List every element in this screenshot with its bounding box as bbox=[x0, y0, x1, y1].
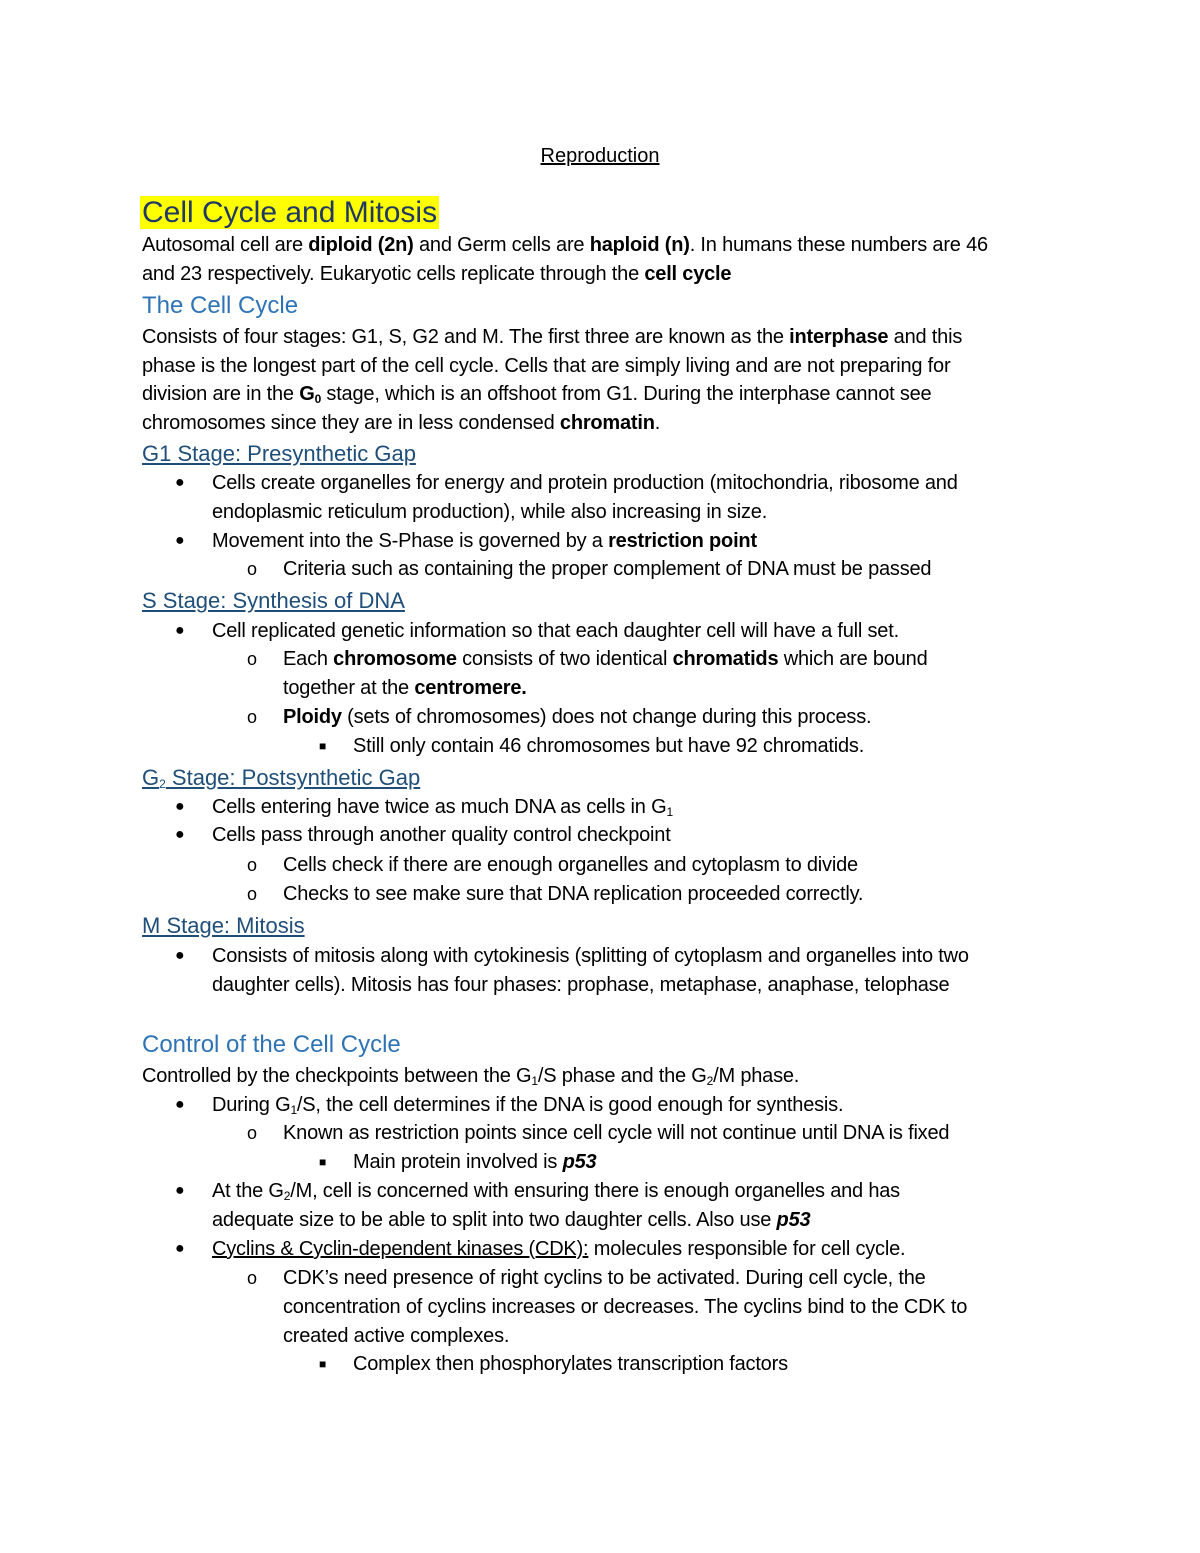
bullet-icon: ● bbox=[175, 474, 185, 491]
intro-line-2: and 23 respectively. Eukaryotic cells replicate through the cell cycle bbox=[142, 263, 732, 285]
sub-bullet-icon: o bbox=[247, 707, 258, 727]
square-bullet-icon: ■ bbox=[319, 739, 327, 753]
intro-line-1: Autosomal cell are diploid (2n) and Germ cells are haploid (n). In humans these numbers are 46 bbox=[142, 234, 988, 256]
g2-subitem-1: Cells check if there are enough organelles and cytoplasm to divide bbox=[283, 854, 858, 876]
term-p53: p53 bbox=[776, 1209, 811, 1231]
g2-item-2: Cells pass through another quality control checkpoint bbox=[212, 824, 671, 846]
control-subitem-2-cont2: created active complexes. bbox=[283, 1325, 510, 1347]
sub-bullet-icon: o bbox=[247, 1268, 258, 1288]
control-item-3: Cyclins & Cyclin-dependent kinases (CDK): molecules responsible for cell cycle. bbox=[212, 1238, 906, 1260]
cell-cycle-line-1: Consists of four stages: G1, S, G2 and M. The first three are known as the interphase and this bbox=[142, 326, 963, 348]
term-ploidy: Ploidy bbox=[283, 706, 342, 728]
m-item-1: Consists of mitosis along with cytokinesis (splitting of cytoplasm and organelles into two bbox=[212, 945, 969, 967]
s-subitem-1-cont: together at the centromere. bbox=[283, 677, 527, 699]
heading-the-cell-cycle: The Cell Cycle bbox=[142, 292, 299, 319]
heading-g1-stage: G1 Stage: Presynthetic Gap bbox=[142, 441, 416, 466]
sub-bullet-icon: o bbox=[247, 649, 258, 669]
control-subitem-1: Known as restriction points since cell cycle will not continue until DNA is fixed bbox=[283, 1122, 950, 1144]
control-subsubitem-2: Complex then phosphorylates transcription factors bbox=[353, 1353, 788, 1375]
term-chromosome: chromosome bbox=[333, 648, 457, 670]
bullet-icon: ● bbox=[175, 622, 185, 639]
s-subitem-1: Each chromosome consists of two identical chromatids which are bound bbox=[283, 648, 928, 670]
term-chromatids: chromatids bbox=[672, 648, 779, 670]
bullet-icon: ● bbox=[175, 532, 185, 549]
sub-bullet-icon: o bbox=[247, 1123, 258, 1143]
sub-bullet-icon: o bbox=[247, 855, 258, 875]
heading-control-of-cell-cycle: Control of the Cell Cycle bbox=[142, 1031, 401, 1058]
bullet-icon: ● bbox=[175, 1096, 185, 1113]
s-item-1: Cell replicated genetic information so that each daughter cell will have a full set. bbox=[212, 620, 899, 642]
term-interphase: interphase bbox=[789, 326, 889, 348]
bullet-icon: ● bbox=[175, 826, 185, 843]
g1-item-2: Movement into the S-Phase is governed by a restriction point bbox=[212, 530, 757, 552]
g2-subitem-2: Checks to see make sure that DNA replication proceeded correctly. bbox=[283, 883, 864, 905]
s-subsubitem-1: Still only contain 46 chromosomes but have 92 chromatids. bbox=[353, 735, 865, 757]
sub-bullet-icon: o bbox=[247, 559, 258, 579]
control-item-1: During $G_1/S$, the cell determines if the DNA is good enough for synthesis. bbox=[212, 1094, 844, 1117]
term-diploid: diploid (2n) bbox=[308, 234, 414, 256]
bullet-icon: ● bbox=[175, 947, 185, 964]
term-cell-cycle: cell cycle bbox=[644, 263, 732, 285]
g1-subitem-1: Criteria such as containing the proper complement of DNA must be passed bbox=[283, 558, 932, 580]
bullet-icon: ● bbox=[175, 1240, 185, 1257]
bullet-icon: ● bbox=[175, 1182, 185, 1199]
term-centromere: centromere. bbox=[414, 677, 527, 699]
square-bullet-icon: ■ bbox=[319, 1357, 327, 1371]
m-item-1-cont: daughter cells). Mitosis has four phases: prophase, metaphase, anaphase, telophase bbox=[212, 974, 950, 996]
heading-m-stage: M Stage: Mitosis bbox=[142, 913, 305, 938]
heading-g2-stage: $G_2$ Stage: Postsynthetic Gap bbox=[142, 765, 421, 791]
heading-cell-cycle-and-mitosis bbox=[142, 194, 439, 232]
term-haploid: haploid (n) bbox=[589, 234, 690, 256]
term-g0: $G_0$ bbox=[299, 383, 322, 406]
control-subitem-2-cont: concentration of cyclins increases or decreases. The cyclins bind to the CDK to bbox=[283, 1296, 968, 1318]
heading-s-stage: S Stage: Synthesis of DNA bbox=[142, 588, 405, 613]
term-chromatin: chromatin bbox=[559, 412, 655, 434]
control-item-2: At the $G_2/M$, cell is concerned with ensuring there is enough organelles and has bbox=[212, 1180, 900, 1203]
s-subitem-2: Ploidy (sets of chromosomes) does not change during this process. bbox=[283, 706, 872, 728]
g2-item-1: Cells entering have twice as much DNA as cells in $G_1$ bbox=[212, 796, 673, 819]
highlighted-heading-text: Cell Cycle and Mitosis bbox=[142, 196, 438, 229]
control-intro: Controlled by the checkpoints between the $G_1/S$ phase and the $G_2/M$ phase. bbox=[142, 1065, 800, 1088]
control-subitem-2: CDK’s need presence of right cyclins to be activated. During cell cycle, the bbox=[283, 1267, 926, 1289]
document-title: Reproduction bbox=[540, 145, 660, 167]
cell-cycle-line-4: chromosomes since they are in less condensed chromatin. bbox=[142, 412, 661, 434]
cell-cycle-line-3: division are in the $G_0$ stage, which is an offshoot from G1. During the interphase cannot see bbox=[142, 383, 932, 406]
control-subsubitem-1: Main protein involved is p53 bbox=[353, 1151, 597, 1173]
cell-cycle-line-2: phase is the longest part of the cell cycle. Cells that are simply living and are not preparing for bbox=[142, 355, 951, 377]
control-item-2-cont: adequate size to be able to split into two daughter cells. Also use p53 bbox=[212, 1209, 811, 1231]
g1-item-1: Cells create organelles for energy and protein production (mitochondria, ribosome and bbox=[212, 472, 958, 494]
square-bullet-icon: ■ bbox=[319, 1155, 327, 1169]
term-p53: p53 bbox=[562, 1151, 597, 1173]
term-cyclins-cdk: Cyclins & Cyclin-dependent kinases (CDK): bbox=[212, 1238, 589, 1260]
g1-item-1-cont: endoplasmic reticulum production), while also increasing in size. bbox=[212, 501, 768, 523]
term-restriction-point: restriction point bbox=[608, 530, 757, 552]
bullet-icon: ● bbox=[175, 798, 185, 815]
sub-bullet-icon: o bbox=[247, 884, 258, 904]
